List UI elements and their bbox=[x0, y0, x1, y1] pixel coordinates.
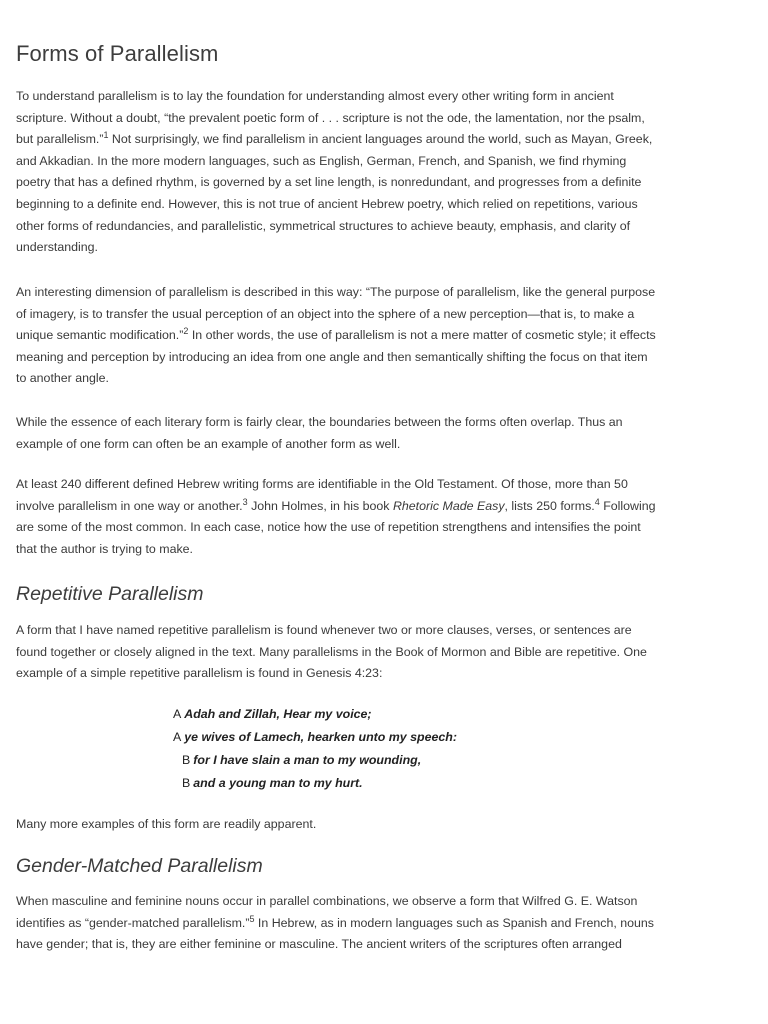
verse-letter: B bbox=[182, 776, 191, 790]
footnote-ref-4[interactable]: 4 bbox=[594, 496, 600, 507]
verse-text: for I have slain a man to my wounding, bbox=[193, 753, 422, 767]
text-span: Following are some of the most common. In each case, notice how the use of repetition strengthens and intensifies the point that the author is trying to make. bbox=[16, 498, 656, 556]
verse-letter: A bbox=[173, 730, 182, 744]
intro-paragraph-2 bbox=[16, 282, 656, 390]
verse-line bbox=[173, 726, 457, 749]
text-span: Not surprisingly, we find parallelism in ancient languages around the world, such as Mayan, Greek, and Akkadian. In the more modern languages, such as English, German, French, and Spanish, we find rhyming poetry that has a defined rhythm, is governed by a set line length, is nonredundant, and progresses from a definite beginning to a definite end. However, this is not true of ancient Hebrew poetry, which relied on repetitions, various other forms of redundancies, and parallelistic, symmetrical structures to achieve beauty, emphasis, and clarity of understanding. bbox=[16, 132, 653, 255]
book-title: Rhetoric Made Easy bbox=[392, 498, 505, 513]
text-span: At least 240 different defined Hebrew writing forms are identifiable in the Old Testament. Of those, more than 50 involve parallelism in one way or another. bbox=[16, 477, 628, 513]
footnote-ref-3[interactable]: 3 bbox=[242, 496, 248, 507]
verse-line bbox=[173, 772, 457, 795]
intro-paragraph-3: While the essence of each literary form is fairly clear, the boundaries between the forms often overlap. Thus an example of one form can often be an example of another form as well. bbox=[16, 415, 623, 451]
text-span: , lists 250 forms. bbox=[504, 498, 595, 513]
section-heading-repetitive: Repetitive Parallelism bbox=[16, 583, 204, 605]
verse-text: ye wives of Lamech, hearken unto my speech: bbox=[184, 730, 457, 744]
footnote-ref-5[interactable]: 5 bbox=[249, 913, 255, 924]
text-span: To understand parallelism is to lay the foundation for understanding almost every other writing form in ancient scripture. Without a doubt, “the prevalent poetic form of . . . scripture is not the ode, the lamentation, nor the psalm, but parallelism.” bbox=[16, 89, 645, 147]
verse-text: and a young man to my hurt. bbox=[193, 776, 363, 790]
page-title: Forms of Parallelism bbox=[16, 41, 219, 66]
text-span: John Holmes, in his book bbox=[247, 498, 393, 513]
intro-paragraph-1 bbox=[16, 86, 656, 259]
section-heading-gender: Gender-Matched Parallelism bbox=[16, 855, 263, 877]
text-span: In Hebrew, as in modern languages such as Spanish and French, nouns have gender; that is, they are either feminine or masculine. The ancient writers of the scriptures often arranged bbox=[16, 915, 654, 952]
verse-text: Adah and Zillah, Hear my voice; bbox=[184, 707, 372, 721]
footnote-ref-2[interactable]: 2 bbox=[183, 326, 189, 337]
text-span: In other words, the use of parallelism is not a mere matter of cosmetic style; it effects meaning and perception by introducing an idea from one angle and then semantically shifting the focus on that item to another angle. bbox=[16, 328, 656, 386]
verse-line bbox=[173, 749, 457, 772]
text-span: An interesting dimension of parallelism is described in this way: “The purpose of parallelism, like the general purpose of imagery, is to transfer the usual perception of an object into the sphere of a new perception—that is, to make a unique semantic modification.” bbox=[16, 285, 656, 343]
footnote-ref-1[interactable]: 1 bbox=[103, 130, 109, 141]
intro-paragraph-4 bbox=[16, 474, 656, 560]
repetitive-paragraph-1: A form that I have named repetitive parallelism is found whenever two or more clauses, verses, or sentences are found together or closely aligned in the text. Many parallelisms in the Book of Mormon and Bible are repetitive. One example of a simple repetitive parallelism is found in Genesis 4:23: bbox=[16, 623, 647, 681]
verse-block bbox=[173, 703, 457, 795]
text-span: When masculine and feminine nouns occur in parallel combinations, we observe a form that Wilfred G. E. Watson identifies as “gender-matched parallelism.” bbox=[16, 894, 638, 930]
verse-letter: B bbox=[182, 753, 191, 767]
repetitive-paragraph-2: Many more examples of this form are readily apparent. bbox=[16, 817, 317, 831]
verse-letter: A bbox=[173, 707, 182, 721]
gender-paragraph-1 bbox=[16, 891, 656, 956]
verse-line bbox=[173, 703, 457, 726]
